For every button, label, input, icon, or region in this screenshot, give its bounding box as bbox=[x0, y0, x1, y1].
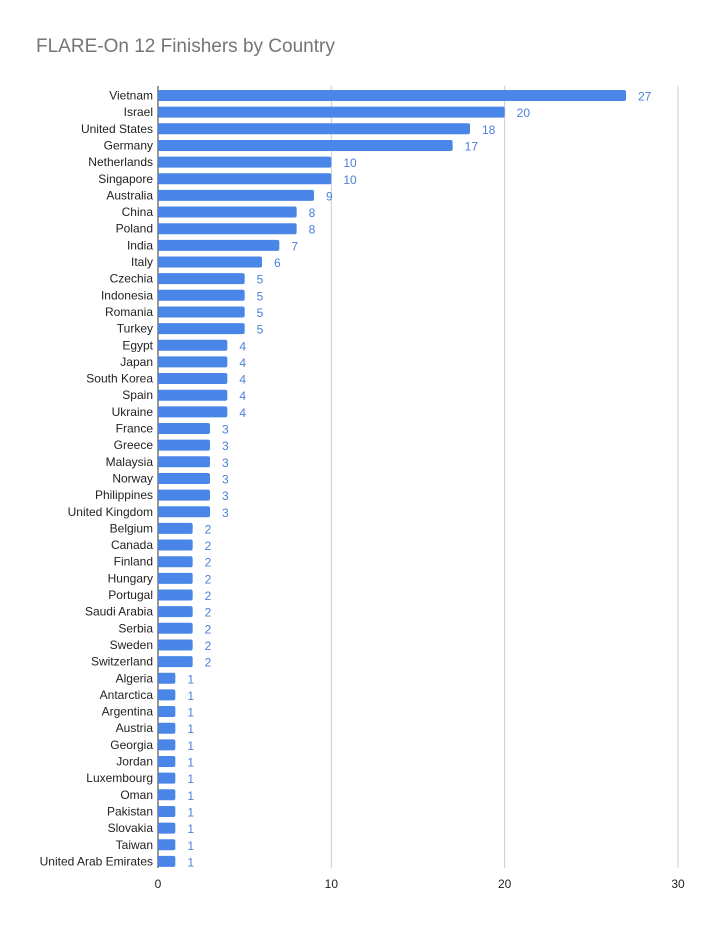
category-label: Oman bbox=[120, 787, 153, 802]
category-label: Czechia bbox=[109, 271, 153, 286]
data-label: 4 bbox=[239, 405, 247, 420]
data-label: 1 bbox=[187, 805, 195, 820]
data-label: 3 bbox=[222, 439, 229, 454]
category-label: Norway bbox=[112, 471, 153, 486]
bar bbox=[158, 340, 227, 351]
category-label: Luxembourg bbox=[86, 771, 153, 786]
data-label: 2 bbox=[204, 605, 212, 620]
bar bbox=[158, 706, 175, 717]
data-label: 1 bbox=[187, 838, 195, 853]
bar bbox=[158, 257, 262, 268]
data-label: 1 bbox=[187, 822, 195, 837]
data-label: 10 bbox=[343, 156, 357, 171]
data-label: 1 bbox=[187, 788, 195, 803]
category-label: Finland bbox=[113, 554, 153, 569]
category-label: Saudi Arabia bbox=[84, 604, 153, 619]
data-label: 2 bbox=[204, 539, 212, 554]
data-label: 17 bbox=[464, 139, 479, 154]
category-label: Sweden bbox=[109, 637, 153, 652]
bar bbox=[158, 856, 175, 867]
bar bbox=[158, 639, 193, 650]
bar bbox=[158, 590, 193, 601]
bar bbox=[158, 107, 505, 118]
data-label: 2 bbox=[204, 572, 212, 587]
bar bbox=[158, 90, 626, 101]
bar bbox=[158, 506, 210, 517]
bar bbox=[158, 806, 175, 817]
data-label: 10 bbox=[343, 172, 357, 187]
bar bbox=[158, 540, 193, 551]
x-tick-label: 20 bbox=[497, 877, 512, 891]
x-tick-label: 10 bbox=[324, 877, 339, 891]
bar bbox=[158, 739, 175, 750]
bar bbox=[158, 556, 193, 567]
bar bbox=[158, 240, 279, 251]
data-label: 1 bbox=[187, 672, 195, 687]
bar bbox=[158, 473, 210, 484]
category-label: Taiwan bbox=[115, 837, 153, 852]
category-label: United Kingdom bbox=[67, 504, 153, 519]
bar bbox=[158, 290, 245, 301]
data-label: 2 bbox=[204, 655, 212, 670]
category-label: Hungary bbox=[107, 571, 153, 586]
data-label: 1 bbox=[187, 738, 195, 753]
data-label: 1 bbox=[187, 722, 195, 737]
category-label: Serbia bbox=[118, 621, 153, 636]
data-label: 5 bbox=[256, 305, 264, 320]
data-label: 8 bbox=[308, 222, 316, 237]
category-label: Jordan bbox=[116, 754, 153, 769]
bar bbox=[158, 606, 193, 617]
bar bbox=[158, 656, 193, 667]
data-label: 1 bbox=[187, 855, 195, 870]
category-label: Indonesia bbox=[100, 288, 153, 303]
category-label: Georgia bbox=[110, 737, 153, 752]
data-label: 4 bbox=[239, 372, 247, 387]
category-label: France bbox=[115, 421, 153, 436]
category-label: Slovakia bbox=[107, 821, 153, 836]
data-label: 3 bbox=[222, 422, 229, 437]
data-label: 2 bbox=[204, 622, 212, 637]
data-label: 20 bbox=[516, 106, 531, 121]
category-label: China bbox=[121, 205, 153, 220]
bar bbox=[158, 273, 245, 284]
grid-lines bbox=[158, 86, 678, 868]
category-label: India bbox=[126, 238, 153, 253]
category-label: Algeria bbox=[115, 671, 153, 686]
category-label: Switzerland bbox=[90, 654, 153, 669]
bar bbox=[158, 173, 331, 184]
bar bbox=[158, 723, 175, 734]
category-label: Vietnam bbox=[109, 88, 153, 103]
bar bbox=[158, 673, 175, 684]
data-label: 5 bbox=[256, 289, 264, 304]
bar bbox=[158, 623, 193, 634]
data-label: 1 bbox=[187, 772, 195, 787]
category-label: South Korea bbox=[86, 371, 153, 386]
data-label: 3 bbox=[222, 472, 229, 487]
bar bbox=[158, 773, 175, 784]
data-label: 1 bbox=[187, 705, 195, 720]
x-tick-label: 30 bbox=[671, 877, 685, 891]
data-label: 2 bbox=[204, 638, 212, 653]
data-label: 7 bbox=[291, 239, 299, 254]
bar bbox=[158, 223, 297, 234]
data-label: 4 bbox=[239, 355, 247, 370]
data-label: 8 bbox=[308, 206, 316, 221]
category-label: Antarctica bbox=[99, 687, 153, 702]
bar bbox=[158, 123, 470, 134]
bar bbox=[158, 839, 175, 850]
data-label: 9 bbox=[326, 189, 333, 204]
category-label: Singapore bbox=[98, 171, 153, 186]
category-label: Austria bbox=[115, 721, 153, 736]
bar bbox=[158, 356, 227, 367]
category-label: Belgium bbox=[109, 521, 153, 536]
bar bbox=[158, 390, 227, 401]
data-label: 1 bbox=[187, 688, 195, 703]
bar bbox=[158, 823, 175, 834]
data-label: 4 bbox=[239, 389, 247, 404]
bar bbox=[158, 789, 175, 800]
category-label: Pakistan bbox=[106, 804, 153, 819]
bar bbox=[158, 157, 331, 168]
category-label: Netherlands bbox=[88, 155, 153, 170]
data-label: 4 bbox=[239, 339, 247, 354]
bar bbox=[158, 323, 245, 334]
data-label: 5 bbox=[256, 322, 264, 337]
category-label: Malaysia bbox=[105, 454, 153, 469]
category-label: Japan bbox=[120, 354, 153, 369]
category-label: Greece bbox=[113, 438, 153, 453]
data-label: 18 bbox=[482, 122, 496, 137]
bar bbox=[158, 490, 210, 501]
bar bbox=[158, 456, 210, 467]
bar bbox=[158, 423, 210, 434]
data-label: 27 bbox=[638, 89, 652, 104]
category-label: Poland bbox=[115, 221, 153, 236]
data-label: 6 bbox=[274, 256, 281, 270]
labels bbox=[40, 89, 685, 892]
data-label: 3 bbox=[222, 455, 229, 470]
category-label: Romania bbox=[104, 304, 153, 319]
x-tick-label: 0 bbox=[154, 877, 162, 891]
data-label: 5 bbox=[256, 272, 264, 287]
data-label: 3 bbox=[222, 505, 229, 520]
data-label: 2 bbox=[204, 522, 212, 537]
category-label: United States bbox=[80, 121, 153, 136]
category-label: Ukraine bbox=[111, 404, 153, 419]
category-label: Germany bbox=[103, 138, 153, 153]
bar bbox=[158, 573, 193, 584]
bar bbox=[158, 140, 453, 151]
bar bbox=[158, 756, 175, 767]
bar bbox=[158, 373, 227, 384]
data-label: 1 bbox=[187, 755, 195, 770]
category-label: Israel bbox=[123, 105, 153, 120]
category-label: Spain bbox=[122, 388, 153, 403]
bar bbox=[158, 207, 297, 218]
data-label: 2 bbox=[204, 555, 212, 570]
bar bbox=[158, 689, 175, 700]
category-label: United Arab Emirates bbox=[39, 854, 153, 869]
category-label: Philippines bbox=[94, 488, 153, 503]
category-label: Italy bbox=[130, 255, 153, 269]
bar bbox=[158, 523, 193, 534]
category-label: Turkey bbox=[116, 321, 153, 336]
chart-title: FLARE-On 12 Finishers by Country bbox=[36, 36, 335, 57]
category-label: Canada bbox=[110, 538, 153, 553]
bar bbox=[158, 306, 245, 317]
data-label: 3 bbox=[222, 489, 229, 504]
bar bbox=[158, 406, 227, 417]
bar bbox=[158, 440, 210, 451]
category-label: Australia bbox=[106, 188, 153, 203]
category-label: Portugal bbox=[108, 588, 153, 602]
category-label: Egypt bbox=[122, 338, 153, 353]
data-label: 2 bbox=[204, 589, 212, 603]
bar bbox=[158, 190, 314, 201]
category-label: Argentina bbox=[101, 704, 153, 719]
